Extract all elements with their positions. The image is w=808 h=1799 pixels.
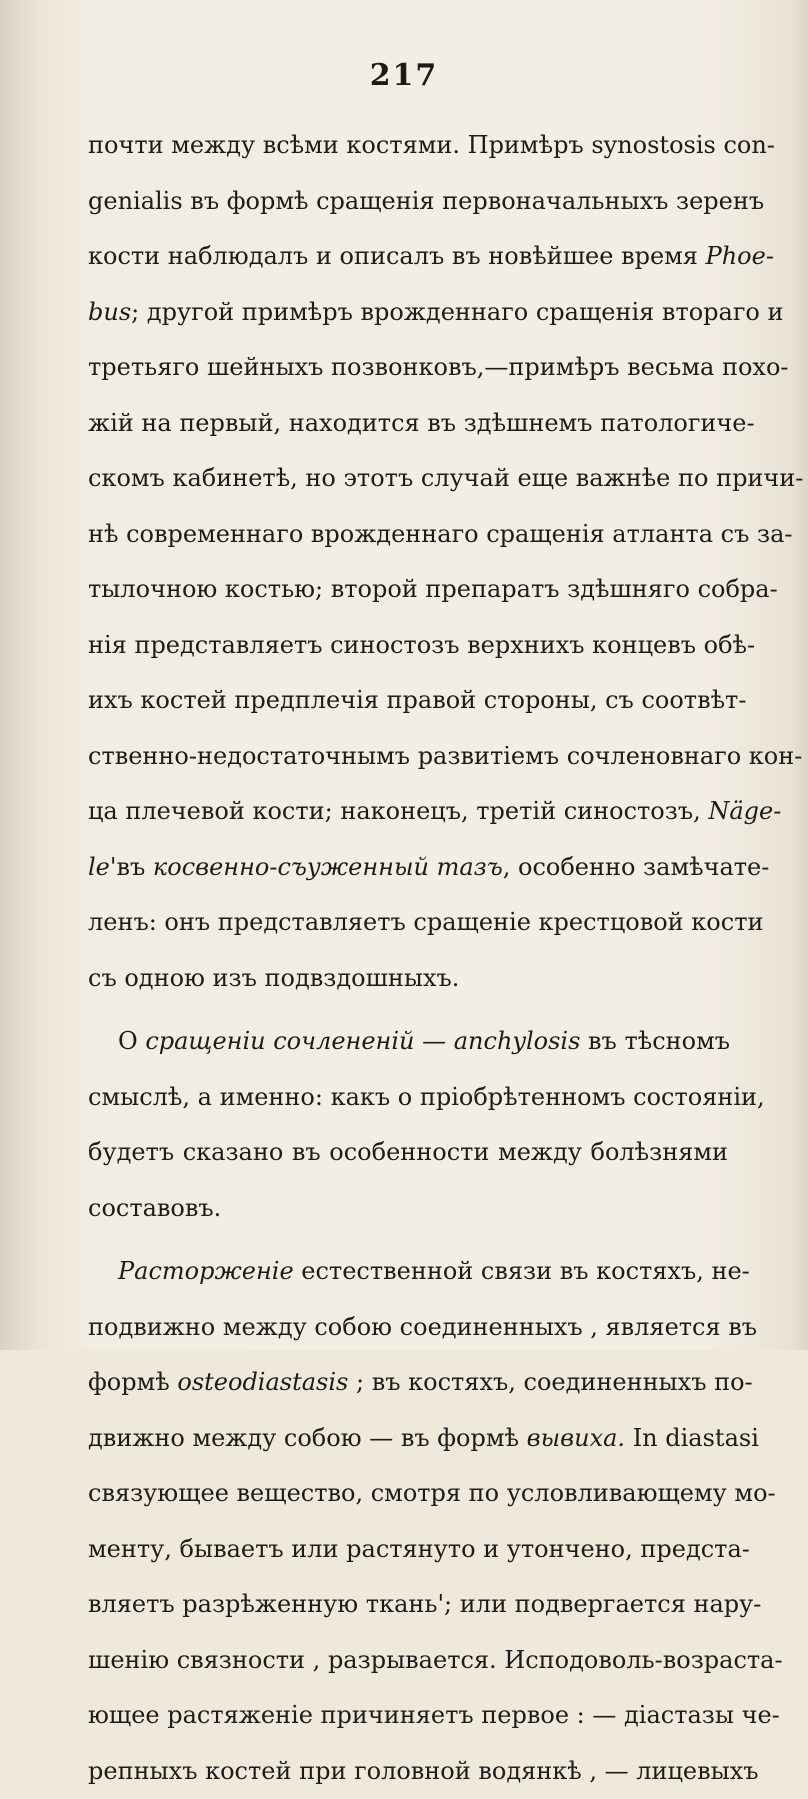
text-line xyxy=(88,673,728,729)
text-segment: въ тѣсномъ xyxy=(580,1027,730,1055)
text-line xyxy=(88,1244,728,1300)
text-segment: ихъ костей предплечія правой стороны, съ соотвѣт- xyxy=(88,686,746,714)
text-line xyxy=(88,562,728,618)
italic-text: вывиха. xyxy=(527,1424,625,1452)
text-segment: менту, бываетъ или растянуто и утончено, предста- xyxy=(88,1535,750,1563)
text-segment: кости наблюдалъ и описалъ въ новѣйшее время xyxy=(88,242,706,270)
text-segment: In diastasi xyxy=(625,1424,759,1452)
text-line xyxy=(88,840,728,896)
text-line xyxy=(88,1181,728,1237)
text-segment: почти между всѣми костями. Примѣръ synostosis con- xyxy=(88,131,775,159)
text-line xyxy=(88,1355,728,1411)
text-line xyxy=(88,340,728,396)
text-segment: шенію связности , разрывается. Исподоволь-возраста- xyxy=(88,1646,783,1674)
text-line xyxy=(88,285,728,341)
text-line xyxy=(88,1522,728,1578)
text-line xyxy=(88,951,728,1007)
text-segment: 'въ xyxy=(110,853,153,881)
text-line xyxy=(88,174,728,230)
body-text xyxy=(88,118,728,1799)
italic-text: osteodiastasis xyxy=(177,1368,348,1396)
text-segment: третьяго шейныхъ позвонковъ,—примѣръ весьма похо- xyxy=(88,353,789,381)
text-segment: , особенно замѣчате- xyxy=(503,853,770,881)
italic-text: Näge- xyxy=(708,797,781,825)
italic-text: сращеніи сочлененій — anchylosis xyxy=(145,1027,580,1055)
text-segment: ; въ костяхъ, соединенныхъ по- xyxy=(348,1368,752,1396)
text-segment: смыслѣ, а именно: какъ о пріобрѣтенномъ состояніи, xyxy=(88,1083,765,1111)
text-segment: съ одною изъ подвздошныхъ. xyxy=(88,964,459,992)
text-segment: формѣ xyxy=(88,1368,177,1396)
text-segment: вляетъ разрѣженную ткань'; или подвергается нару- xyxy=(88,1590,761,1618)
text-line xyxy=(88,118,728,174)
text-segment: подвижно между собою соединенныхъ , является въ xyxy=(88,1313,757,1341)
page-number: 217 xyxy=(0,58,808,93)
text-line xyxy=(88,1466,728,1522)
text-line xyxy=(88,451,728,507)
text-line xyxy=(88,229,728,285)
text-line xyxy=(88,784,728,840)
text-line xyxy=(88,507,728,563)
text-segment: ца плечевой кости; наконецъ, третій синостозъ, xyxy=(88,797,708,825)
text-segment: репныхъ костей при головной водянкѣ , — лицевыхъ xyxy=(88,1757,759,1785)
text-line xyxy=(88,1688,728,1744)
italic-text: косвенно-съуженный тазъ xyxy=(153,853,503,881)
text-line xyxy=(88,1125,728,1181)
text-segment: нія представляетъ синостозъ верхнихъ концевъ обѣ- xyxy=(88,631,755,659)
text-segment: ственно-недостаточнымъ развитіемъ сочленовнаго кон- xyxy=(88,742,802,770)
text-line xyxy=(88,1577,728,1633)
italic-text: Расторженіе xyxy=(118,1257,294,1285)
text-segment: жій на первый, находится въ здѣшнемъ патологиче- xyxy=(88,409,755,437)
text-segment: скомъ кабинетѣ, но этотъ случай еще важнѣе по причи- xyxy=(88,464,803,492)
text-segment: ленъ: онъ представляетъ сращеніе крестцовой кости xyxy=(88,908,763,936)
text-line xyxy=(88,1633,728,1689)
text-line xyxy=(88,618,728,674)
text-segment: естественной связи въ костяхъ, не- xyxy=(294,1257,750,1285)
text-segment: нѣ современнаго врожденнаго сращенія атланта съ за- xyxy=(88,520,793,548)
text-segment: составовъ. xyxy=(88,1194,221,1222)
text-line xyxy=(88,1300,728,1356)
text-segment: связующее вещество, смотря по условливающему мо- xyxy=(88,1479,776,1507)
text-line xyxy=(88,1070,728,1126)
italic-text: le xyxy=(88,853,110,881)
text-segment: ющее растяженіе причиняетъ первое : — діастазы че- xyxy=(88,1701,780,1729)
text-segment: О xyxy=(118,1027,145,1055)
text-segment: genialis въ формѣ сращенія первоначальныхъ зеренъ xyxy=(88,187,764,215)
text-segment: ; другой примѣръ врожденнаго сращенія втораго и xyxy=(131,298,783,326)
text-segment: тылочною костью; второй препаратъ здѣшняго собра- xyxy=(88,575,778,603)
text-line xyxy=(88,895,728,951)
italic-text: Phoe- xyxy=(706,242,774,270)
text-line xyxy=(88,1014,728,1070)
text-line xyxy=(88,1411,728,1467)
text-line xyxy=(88,396,728,452)
text-segment: будетъ сказано въ особенности между болѣзнями xyxy=(88,1138,728,1166)
text-line xyxy=(88,729,728,785)
text-segment: движно между собою — въ формѣ xyxy=(88,1424,527,1452)
text-line xyxy=(88,1744,728,1799)
italic-text: bus xyxy=(88,298,131,326)
